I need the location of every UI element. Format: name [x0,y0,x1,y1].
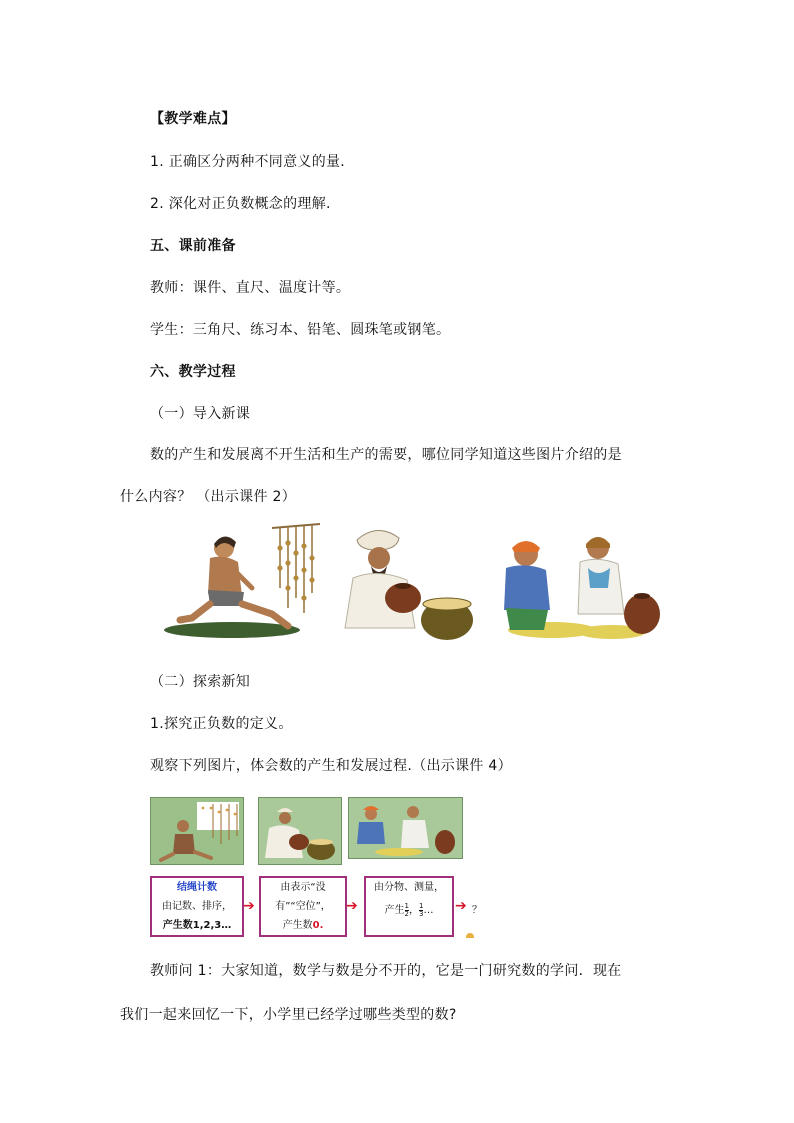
decorative-dot [466,933,474,938]
fraction2-denominator: 3 [419,909,424,918]
student-prep: 学生：三角尺、练习本、铅笔、圆珠笔或钢笔。 [150,322,451,338]
flow-box1-line2: 由记数、排序， [162,901,232,912]
slide-image-pot [258,797,342,865]
flow-box-zero [259,876,347,937]
flow-end-question-mark: ？ [472,905,483,916]
knot-tying-figure [164,524,320,638]
flow-box3-line1: 由分物、测量， [374,882,444,893]
flow-box3-separator: ， [409,905,419,916]
flow-box1-title: 结绳计数 [177,882,217,893]
grain-sharing-figures [504,537,660,639]
fraction2-numerator: 1 [419,901,424,910]
pot-figure [345,530,473,640]
flow-box2-line1: 由表示“没 [280,882,326,893]
pot-scene-icon [259,798,341,864]
flow-box2-line3-prefix: 产生数 [282,920,313,931]
intro-paragraph-line1: 数的产生和发展离不开生活和生产的需要，哪位同学知道这些图片介绍的是 [150,447,622,463]
part1-heading: （一）导入新课 [150,406,251,422]
intro-paragraph-line2: 什么内容？ （出示课件 2） [120,489,297,505]
number-history-illustration [162,518,672,643]
fraction1-denominator: 2 [404,909,409,918]
question-paragraph-line2: 我们一起来回忆一下，小学里已经学过哪些类型的数? [120,1007,457,1023]
difficulty-item-2: 2. 深化对正负数概念的理解. [150,196,331,212]
flow-box3-suffix: … [423,905,434,916]
grain-scene-icon [349,798,462,858]
slide-image-knots [150,797,244,865]
flow-arrow-3: ➔ [455,898,467,914]
flow-box-natural-numbers [150,876,244,937]
flow-box2-zero-value: 0. [312,920,324,931]
section-difficulty-heading: 【教学难点】 [150,111,236,127]
section5-heading: 五、课前准备 [150,238,236,254]
question-paragraph-line1: 教师问 1：大家知道，数学与数是分不开的，它是一门研究数的学问．现在 [150,963,622,979]
explore-item-1: 1.探究正负数的定义。 [150,716,293,732]
teacher-prep: 教师：课件、直尺、温度计等。 [150,280,351,296]
flow-box1-line3: 产生数1,2,3… [162,920,232,931]
flow-arrow-1: ➔ [243,898,255,914]
flow-box3-prefix: 产生 [384,905,405,916]
section6-heading: 六、教学过程 [150,364,236,380]
fraction1-numerator: 1 [404,901,409,910]
difficulty-item-1: 1. 正确区分两种不同意义的量. [150,154,346,170]
flow-arrow-2: ➔ [346,898,358,914]
flow-box2-line2: 有”“空位”， [275,901,331,912]
slide-image-grain [348,797,463,859]
observe-instruction: 观察下列图片，体会数的产生和发展过程.（出示课件 4） [150,758,512,774]
knot-scene-icon [151,798,243,864]
flow-box-fractions [364,876,454,937]
part2-heading: （二）探索新知 [150,674,251,690]
